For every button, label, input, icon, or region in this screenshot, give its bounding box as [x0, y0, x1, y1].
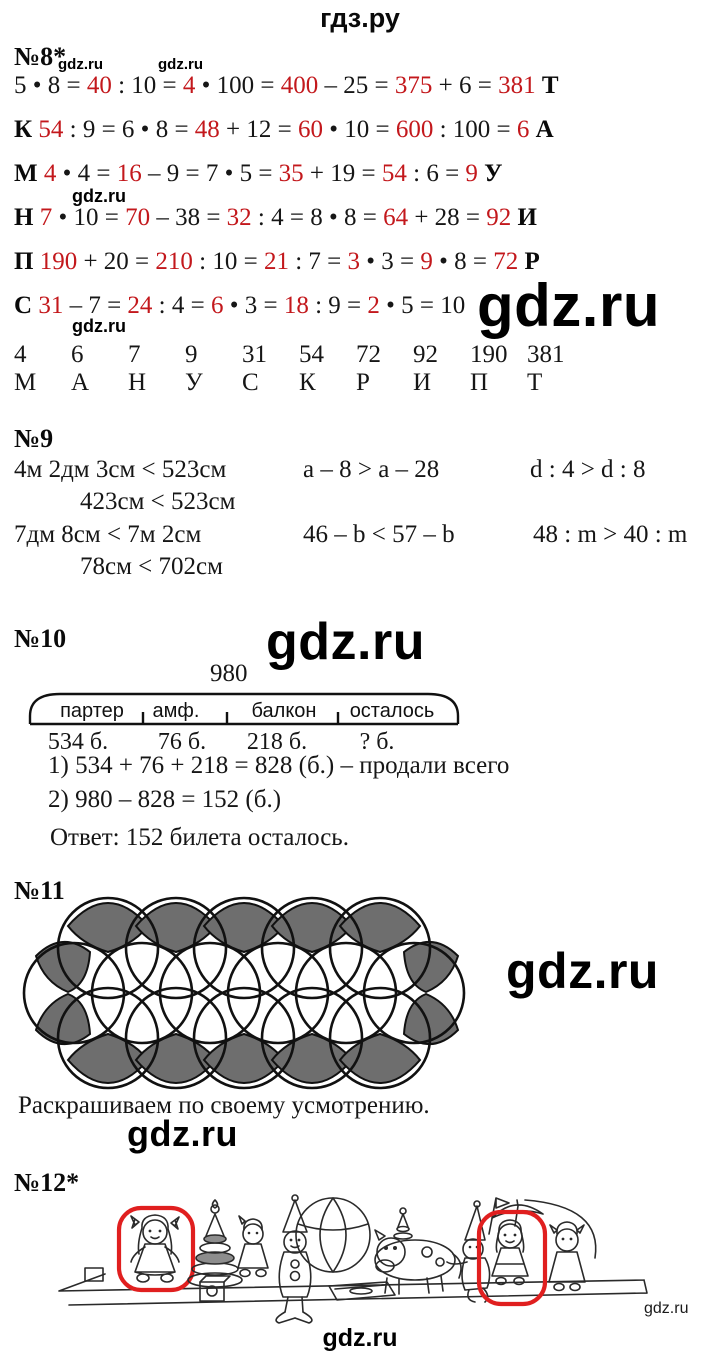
column-label: балкон	[251, 700, 317, 722]
watermark-gdz-small: gdz.ru	[72, 316, 126, 336]
solution-step: 1) 534 + 76 + 218 = 828 (б.) – продали всего	[48, 752, 510, 779]
watermark-gdz-small: gdz.ru	[58, 56, 103, 73]
problem11-caption: Раскрашиваем по своему усмотрению.	[18, 1092, 430, 1119]
comparison: 46 – b < 57 – b	[303, 521, 455, 548]
watermark-gdz-small: gdz.ru	[644, 1300, 689, 1317]
comparison: a – 8 > a – 28	[303, 456, 440, 483]
column-value: 218 б.	[246, 729, 308, 755]
comparison-sub: 423см < 523см	[80, 488, 236, 515]
equation-line: К 54 : 9 = 6 • 8 = 48 + 12 = 60 • 10 = 600 : 100 = 6 А	[14, 116, 554, 143]
comparison: 7дм 8см < 7м 2см	[14, 521, 202, 548]
comparison: 48 : m > 40 : m	[533, 521, 688, 548]
watermark-gdz-bottom: gdz.ru	[322, 1324, 398, 1352]
doll-2	[238, 1216, 268, 1277]
solution-step: 2) 980 – 828 = 152 (б.)	[48, 786, 282, 813]
watermark-gdz-large: gdz.ru	[127, 1113, 238, 1154]
doll-3	[492, 1220, 528, 1285]
equation-line: М 4 • 4 = 16 – 9 = 7 • 5 = 35 + 19 = 54 : 6 = 9 У	[14, 160, 503, 187]
block-toy	[85, 1268, 103, 1281]
problem11-label: №11	[14, 876, 65, 905]
circles-pattern-figure	[22, 896, 472, 1092]
total-tickets-value: 980	[210, 660, 248, 687]
problem12-label: №12*	[14, 1168, 80, 1197]
equation-line: 5 • 8 = 40 : 10 = 4 • 100 = 400 – 25 = 375 + 6 = 381 Т	[14, 72, 559, 99]
toys-illustration	[55, 1192, 655, 1324]
comparison: 4м 2дм 3см < 523см	[14, 456, 227, 483]
column-value: 76 б.	[157, 729, 207, 755]
comparison-sub: 78см < 702см	[80, 553, 223, 580]
watermark-gdz-large: gdz.ru	[477, 272, 660, 339]
equation-line: П 190 + 20 = 210 : 10 = 21 : 7 = 3 • 3 = 9 • 8 = 72 Р	[14, 248, 540, 275]
doll-1	[131, 1215, 179, 1282]
problem8-label: №8*	[14, 42, 67, 71]
clown	[276, 1195, 312, 1323]
ball	[296, 1198, 370, 1272]
equation-line: Н 7 • 10 = 70 – 38 = 32 : 4 = 8 • 8 = 64 + 28 = 92 И	[14, 204, 537, 231]
column-label: амф.	[152, 700, 200, 722]
doll-4	[549, 1222, 585, 1291]
answer-line: Ответ: 152 билета осталось.	[50, 824, 349, 851]
watermark-gdz-small: gdz.ru	[72, 186, 126, 206]
problem9-label: №9	[14, 424, 54, 453]
comparison: d : 4 > d : 8	[530, 456, 646, 483]
column-label: осталось	[349, 700, 435, 722]
column-value: 534 б.	[47, 729, 109, 755]
red-mark-doll-3	[479, 1212, 545, 1304]
column-value: ? б.	[359, 729, 395, 755]
cipher-letters-row: М А Н У С К Р И П Т	[14, 369, 543, 396]
horse-toy	[375, 1208, 461, 1294]
equation-line: С 31 – 7 = 24 : 4 = 6 • 3 = 18 : 9 = 2 • 5 = 10	[14, 292, 466, 319]
column-label: партер	[60, 700, 124, 722]
watermark-gdz-large: gdz.ru	[506, 943, 659, 999]
watermark-gdz-small: gdz.ru	[158, 56, 203, 73]
pyramid-toy	[188, 1200, 242, 1287]
site-logo: гдз.ру	[320, 3, 400, 33]
watermark-gdz-large: gdz.ru	[266, 613, 425, 671]
cipher-numbers-row: 4 6 7 9 31 54 72 92 190 381	[14, 341, 565, 368]
problem10-label: №10	[14, 624, 67, 653]
